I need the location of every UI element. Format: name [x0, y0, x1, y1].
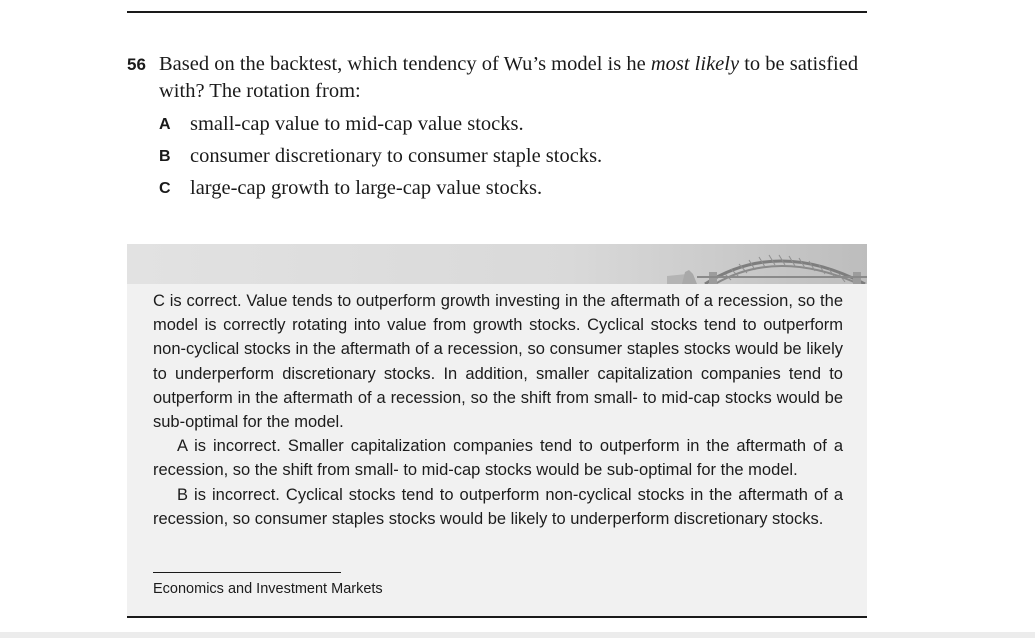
top-rule [127, 11, 867, 13]
source-reference: Economics and Investment Markets [153, 581, 383, 597]
answer-explanation [153, 289, 843, 531]
solution-banner [127, 244, 867, 284]
source-divider [153, 572, 341, 573]
option-a [127, 111, 867, 143]
window-bottom-edge [0, 632, 1035, 638]
option-letter: C [159, 180, 171, 197]
explanation-option-a: A is incorrect. Smaller capitalization companies tend to outperform in the aftermath of a recession, so the shift from small- to mid-cap stocks would be sub-optimal for the model. [153, 437, 843, 480]
option-letter: A [159, 116, 171, 133]
stem-emphasis: most likely [650, 53, 740, 75]
option-text: large-cap growth to large-cap value stocks. [190, 177, 543, 199]
stem-text-after: to be satisfied with? The rotation from: [159, 53, 859, 102]
bridge-icon [627, 244, 867, 284]
option-letter: B [159, 148, 171, 165]
option-b [127, 143, 867, 175]
stem-text-before: Based on the backtest, which tendency of Wu’s model is he [159, 53, 651, 75]
bottom-rule [127, 616, 867, 618]
question-block [127, 51, 867, 207]
question-stem [159, 51, 859, 105]
answer-options [127, 111, 867, 207]
explanation-option-b: B is incorrect. Cyclical stocks tend to outperform non-cyclical stocks in the aftermath of a recession, so consumer staples stocks would be likely to underperform discretionary stocks. [153, 485, 843, 528]
question-number: 56 [127, 55, 146, 74]
option-c [127, 175, 867, 207]
explanation-correct: C is correct. Value tends to outperform growth investing in the aftermath of a recession, so the model is correctly rotating into value from growth stocks. Cyclical stocks tend to outperform non-cyclical stocks in the aftermath of a recession, so consumer staples stocks would be likely to underperform discretionary stocks. In addition, smaller capitalization companies tend to outperform in the aftermath of a recession, so the shift from small- to mid-cap stocks would be sub-optimal for the model. [153, 292, 843, 432]
answer-explanation-box [127, 284, 867, 616]
option-text: small-cap value to mid-cap value stocks. [190, 113, 524, 135]
option-text: consumer discretionary to consumer staple stocks. [190, 145, 603, 167]
